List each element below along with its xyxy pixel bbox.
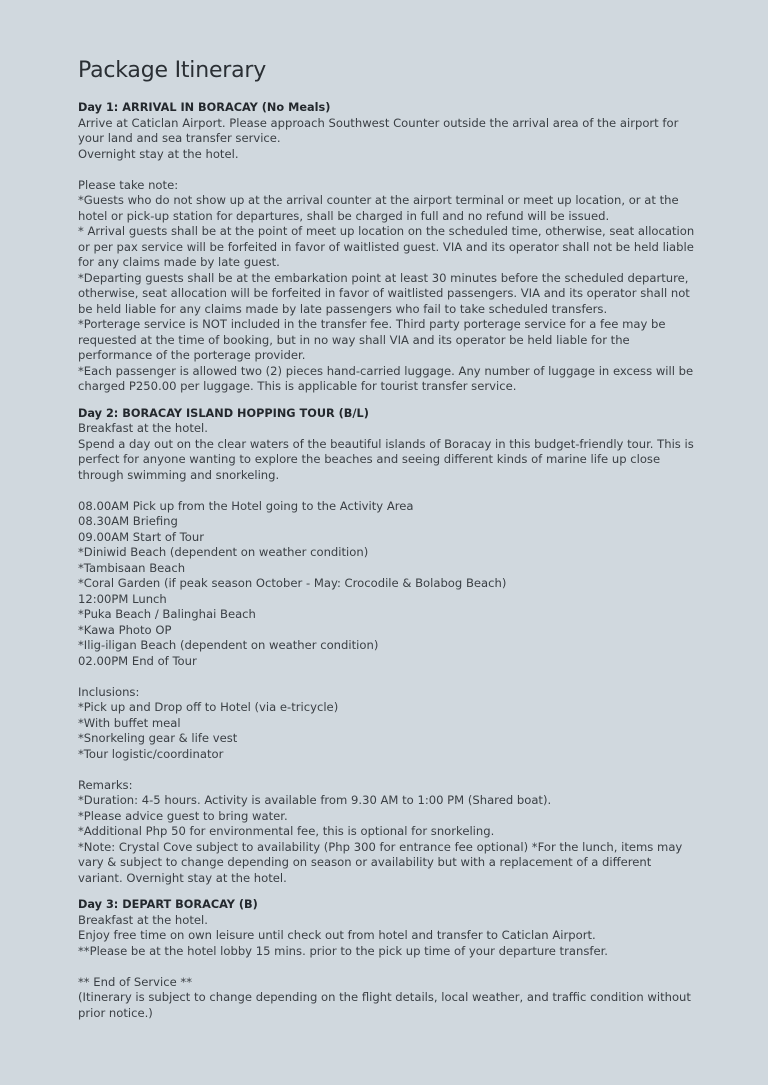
- schedule-item: 08.00AM Pick up from the Hotel going to the Activity Area: [78, 498, 414, 513]
- schedule-item: 08.30AM Briefing: [78, 514, 178, 528]
- day2-breakfast-text: Breakfast at the hotel.: [78, 421, 208, 435]
- page-title: Package Itinerary: [78, 58, 267, 83]
- day1-heading: Day 1: ARRIVAL IN BORACAY (No Meals): [78, 101, 331, 114]
- day1-note-noshow: *Guests who do not show up at the arrival counter at the airport terminal or meet up location, or at the hotel or pick-up station for departures, shall be charged in full and no refund will be issued.: [78, 193, 679, 223]
- inclusion-item: *With buffet meal: [78, 715, 181, 730]
- schedule-item: 12:00PM Lunch: [78, 591, 167, 606]
- day1-note-arrival: * Arrival guests shall be at the point of meet up location on the scheduled time, otherwise, seat allocation or per pax service will be forfeited in favor of waitlisted guest. VIA and its operator shall not be held liable for any claims made by late guest.: [78, 224, 695, 269]
- schedule-item: *Puka Beach / Balinghai Beach: [78, 607, 256, 621]
- day1-note-departing: *Departing guests shall be at the embarkation point at least 30 minutes before the scheduled departure, otherwise, seat allocation will be forfeited in favor of waitlisted passengers. VIA and its operator shall not be held liable for any claims made by late passengers who fail to take scheduled transfers.: [78, 270, 690, 316]
- schedule-item: *Tambisaan Beach: [78, 560, 186, 575]
- end-of-service: ** End of Service **: [78, 974, 192, 989]
- day3-leisure-text: Enjoy free time on own leisure until check out from hotel and transfer to Caticlan Airport.: [78, 928, 596, 942]
- remark-item: *Please advice guest to bring water.: [78, 808, 288, 823]
- remarks-label: Remarks:: [78, 777, 133, 792]
- schedule-item: *Coral Garden (if peak season October - May: Crocodile & Bolabog Beach): [78, 576, 507, 590]
- day3-lobby-note: **Please be at the hotel lobby 15 mins. prior to the pick up time of your departure transfer.: [78, 943, 608, 958]
- schedule-item: 02.00PM End of Tour: [78, 653, 197, 668]
- day3-breakfast-text: Breakfast at the hotel.: [78, 912, 208, 927]
- day2-heading: Day 2: BORACAY ISLAND HOPPING TOUR (B/L): [78, 406, 369, 420]
- inclusions-label: Inclusions:: [78, 684, 140, 699]
- schedule-item: *Diniwid Beach (dependent on weather condition): [78, 545, 369, 559]
- remark-item: *Duration: 4-5 hours. Activity is available from 9.30 AM to 1:00 PM (Shared boat).: [78, 793, 552, 807]
- day1-overnight-text: Overnight stay at the hotel.: [78, 146, 239, 161]
- schedule-item: *Kawa Photo OP: [78, 622, 172, 637]
- remark-item: *Additional Php 50 for environmental fee, this is optional for snorkeling.: [78, 824, 495, 838]
- day1-note-porterage: *Porterage service is NOT included in the transfer fee. Third party porterage service for a fee may be requested at the time of booking, but in no way shall VIA and its operator be held liable for the performance of the porterage provider.: [78, 317, 666, 362]
- day2-section: [78, 406, 698, 887]
- day1-arrival-text: Arrive at Caticlan Airport. Please approach Southwest Counter outside the arrival area of the airport for your land and sea transfer service.: [78, 115, 679, 145]
- inclusion-item: *Tour logistic/coordinator: [78, 746, 224, 761]
- inclusion-item: *Pick up and Drop off to Hotel (via e-tricycle): [78, 700, 339, 714]
- schedule-item: *Ilig-iligan Beach (dependent on weather condition): [78, 638, 379, 652]
- footer-section: [78, 975, 698, 1022]
- remark-item: *Note: Crystal Cove subject to availability (Php 300 for entrance fee optional) *For the lunch, items may vary & subject to change depending on season or availability but with a replacement of a different variant. Overnight stay at the hotel.: [78, 839, 683, 885]
- day3-heading: Day 3: DEPART BORACAY (B): [78, 898, 258, 911]
- day1-note-luggage: *Each passenger is allowed two (2) pieces hand-carried luggage. Any number of luggage in excess will be charged P250.00 per luggage. This is applicable for tourist transfer service.: [78, 363, 694, 393]
- day1-note-label: Please take note:: [78, 177, 179, 192]
- itinerary-disclaimer: (Itinerary is subject to change depending on the flight details, local weather, and traffic condition without prior notice.): [78, 990, 691, 1020]
- schedule-item: 09.00AM Start of Tour: [78, 529, 204, 544]
- inclusion-item: *Snorkeling gear & life vest: [78, 731, 238, 745]
- day2-description: Spend a day out on the clear waters of the beautiful islands of Boracay in this budget-friendly tour. This is perfect for anyone wanting to explore the beaches and seeing different kinds of marine life up close through swimming and snorkeling.: [78, 436, 694, 482]
- day3-section: [78, 897, 698, 959]
- day1-section: [78, 100, 698, 395]
